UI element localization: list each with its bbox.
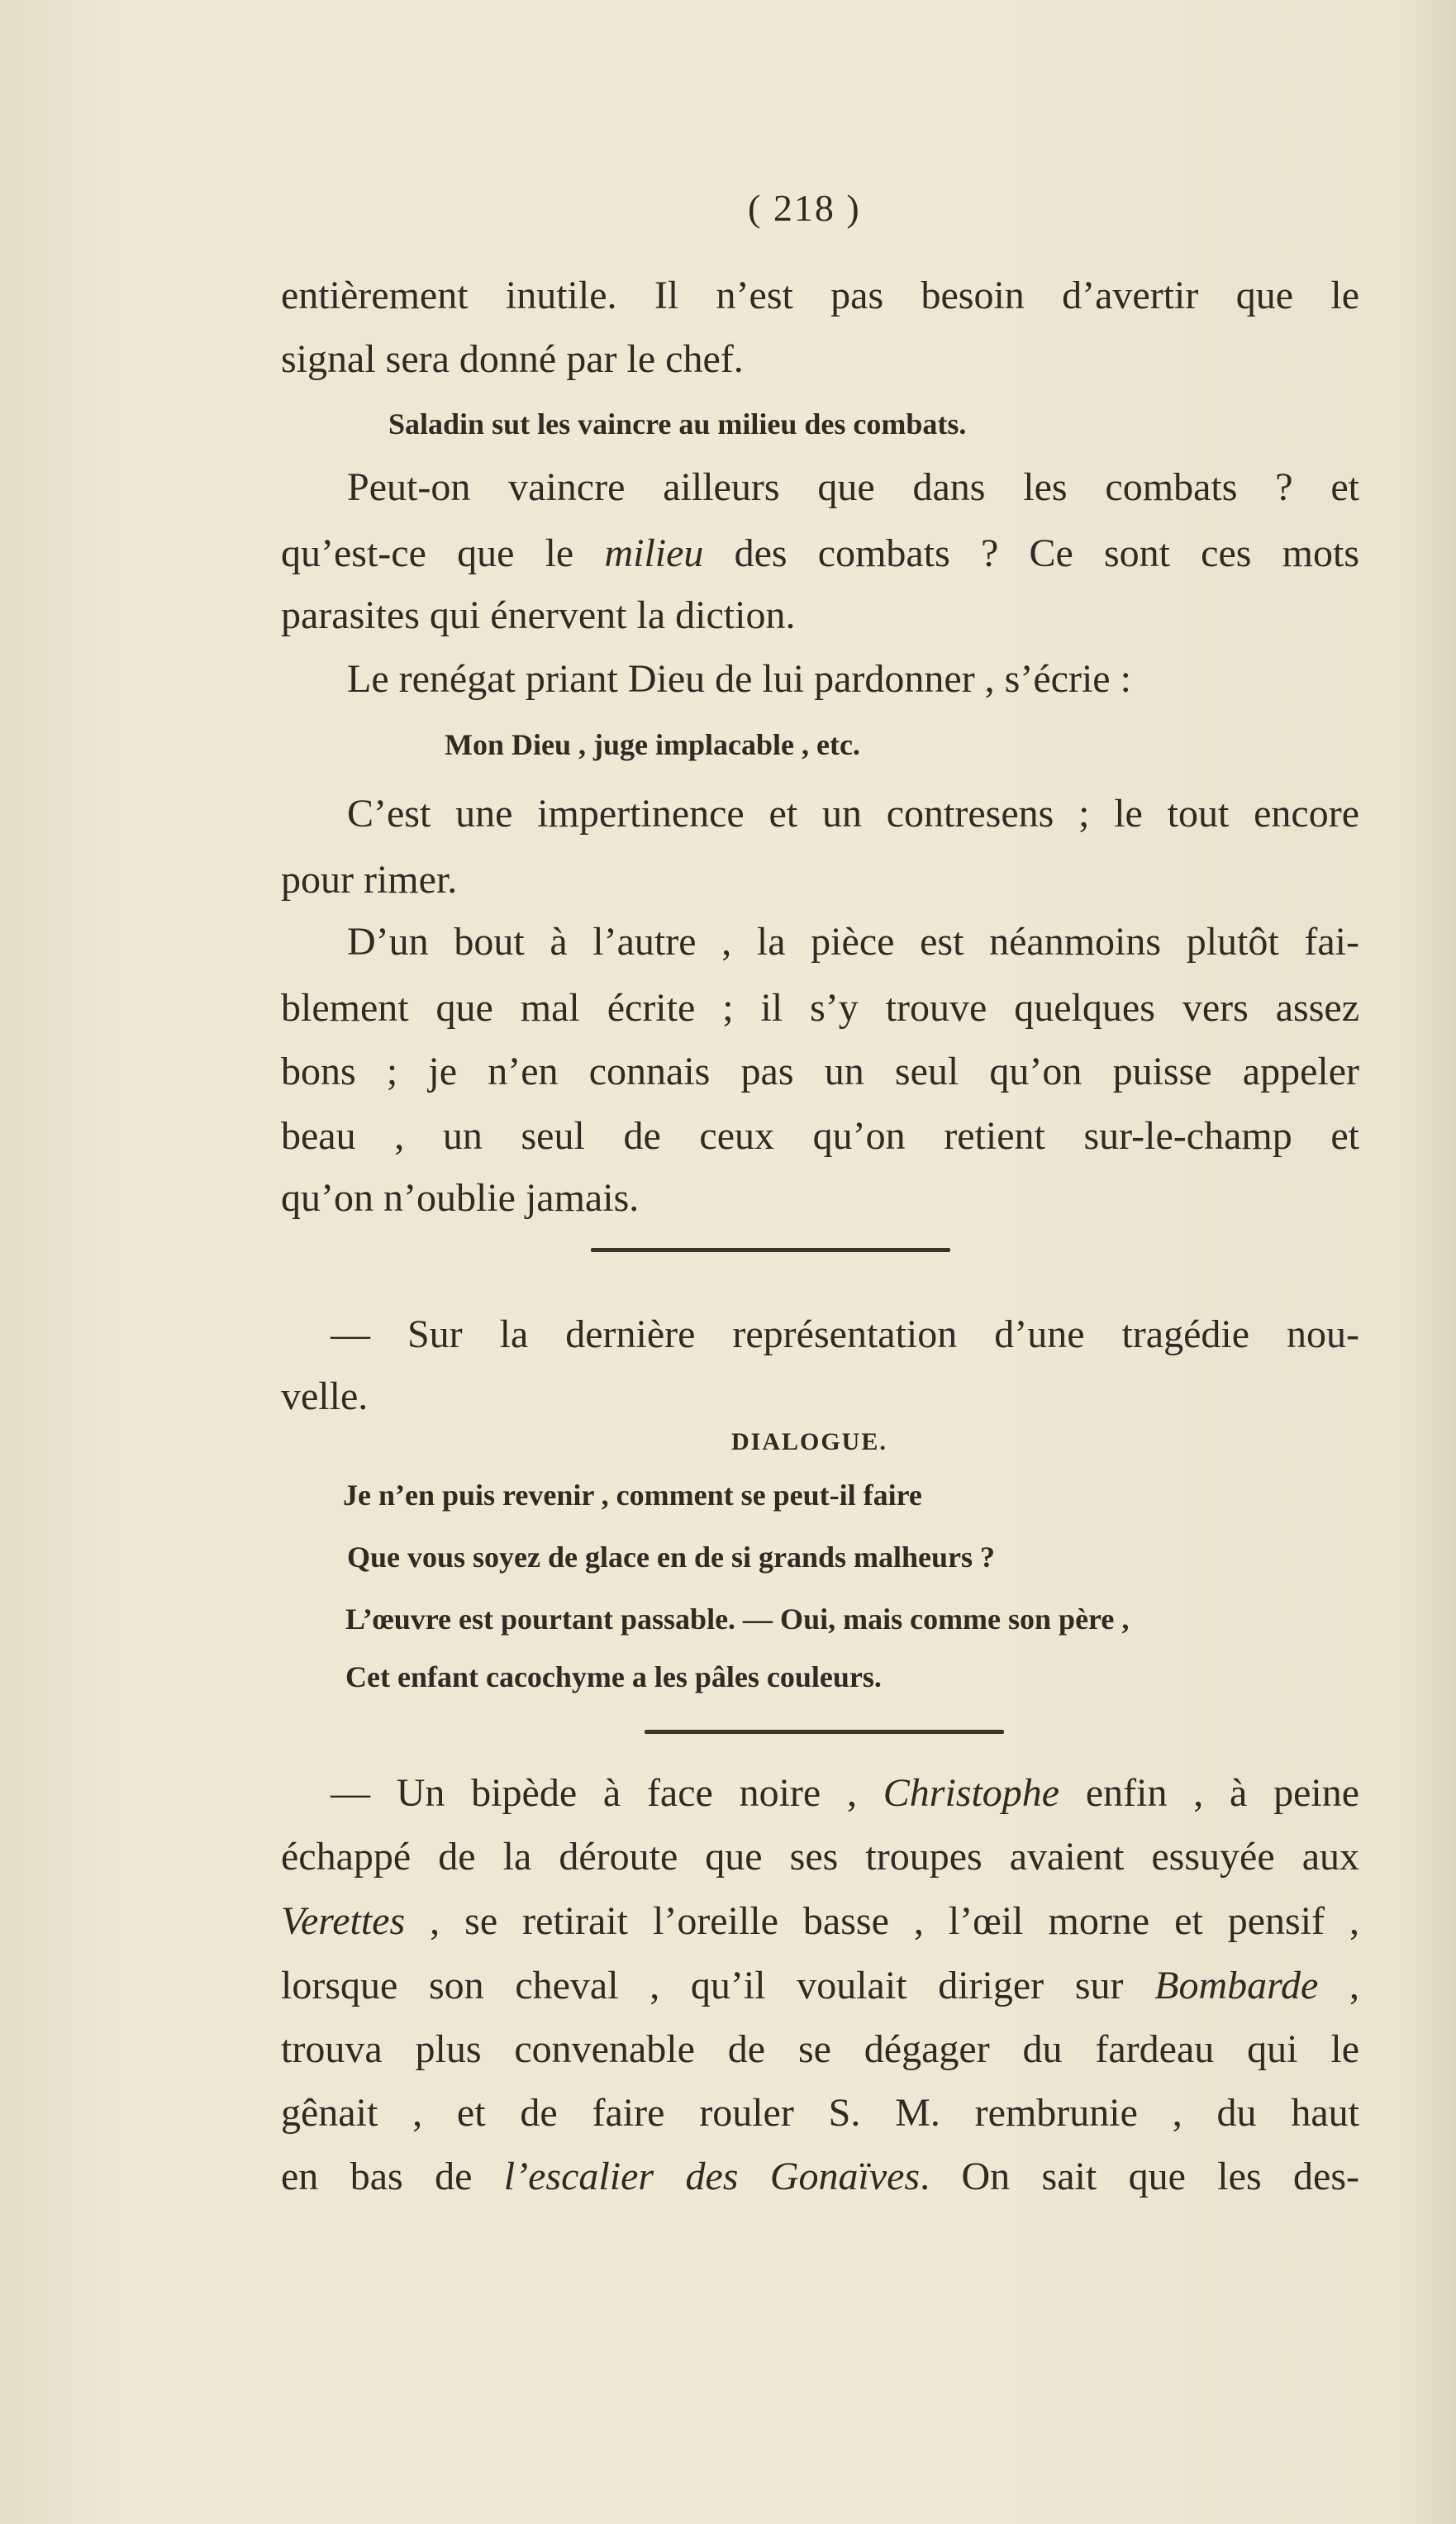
- text-line: beau , un seul de ceux qu’on retient sur-le-champ et: [281, 1114, 1359, 1158]
- text-line: parasites qui énervent la diction.: [281, 593, 796, 637]
- text-line: signal sera donné par le chef.: [281, 337, 744, 381]
- dialogue-title: DIALOGUE.: [731, 1428, 887, 1455]
- text-line: C’est une impertinence et un contresens ; le tout encore: [347, 792, 1359, 836]
- verse-line: Que vous soyez de glace en de si grands malheurs ?: [347, 1541, 996, 1574]
- section-rule: [645, 1730, 1004, 1734]
- text-line: échappé de la déroute que ses troupes avaient essuyée aux: [281, 1835, 1359, 1879]
- text-line: D’un bout à l’autre , la pièce est néanmoins plutôt fai-: [347, 920, 1359, 964]
- verse-line: L’œuvre est pourtant passable. — Oui, mais comme son père ,: [345, 1603, 1130, 1636]
- text-line: trouva plus convenable de se dégager du fardeau qui le: [281, 2027, 1359, 2071]
- page-edge-shadow: [1406, 0, 1456, 2524]
- text-line: qu’on n’oublie jamais.: [281, 1176, 640, 1220]
- text-line: Verettes , se retirait l’oreille basse , l’œil morne et pensif ,: [281, 1899, 1359, 1943]
- page-number: ( 218 ): [748, 187, 861, 229]
- quoted-verse: Mon Dieu , juge implacable , etc.: [445, 728, 860, 761]
- text-line: pour rimer.: [281, 858, 458, 902]
- text-line: lorsque son cheval , qu’il voulait diriger sur Bombarde ,: [281, 1964, 1360, 2007]
- text-line: en bas de l’escalier des Gonaïves. On sait que les des-: [281, 2155, 1359, 2198]
- text-line: velle.: [281, 1374, 369, 1418]
- text-line: qu’est-ce que le milieu des combats ? Ce sont ces mots: [281, 531, 1360, 575]
- verse-line: Cet enfant cacochyme a les pâles couleurs.: [345, 1660, 882, 1693]
- quoted-verse: Saladin sut les vaincre au milieu des combats.: [388, 407, 967, 441]
- text-line: Peut-on vaincre ailleurs que dans les combats ? et: [347, 465, 1359, 509]
- text-line: blement que mal écrite ; il s’y trouve quelques vers assez: [281, 986, 1359, 1030]
- text-line: — Un bipède à face noire , Christophe enfin , à peine: [331, 1771, 1360, 1815]
- text-line: gênait , et de faire rouler S. M. rembrunie , du haut: [281, 2091, 1359, 2135]
- text-line: bons ; je n’en connais pas un seul qu’on puisse appeler: [281, 1050, 1359, 1093]
- section-rule: [591, 1248, 950, 1252]
- text-line: — Sur la dernière représentation d’une tragédie nou-: [331, 1312, 1359, 1356]
- text-line: Le renégat priant Dieu de lui pardonner , s’écrie :: [347, 657, 1131, 701]
- text-line: entièrement inutile. Il n’est pas besoin d’avertir que le: [281, 274, 1359, 317]
- verse-line: Je n’en puis revenir , comment se peut-il faire: [343, 1479, 922, 1512]
